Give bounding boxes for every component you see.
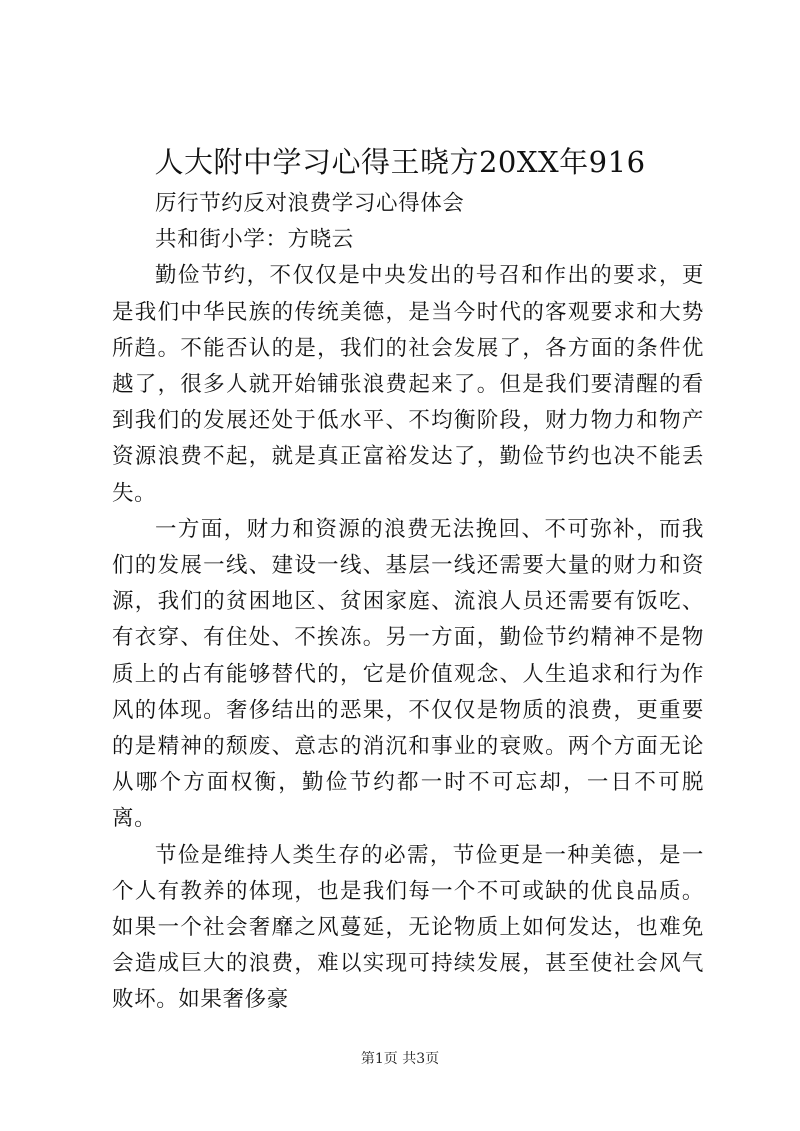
paragraph-1: 勤俭节约，不仅仅是中央发出的号召和作出的要求，更是我们中华民族的传统美德，是当今时代的客观要求和大势所趋。不能否认的是，我们的社会发展了，各方面的条件优越了，很多人就开始铺张浪费起来了。但是我们要清醒的看到我们的发展还处于低水平、不均衡阶段，财力物力和物产资源浪费不起，就是真正富裕发达了，勤俭节约也决不能丢失。 bbox=[112, 263, 704, 506]
page-footer: 第1页 共3页 bbox=[360, 1051, 440, 1067]
paragraph-3: 节俭是维持人类生存的必需，节俭更是一种美德，是一个人有教养的体现，也是我们每一个不可或缺的优良品质。如果一个社会奢靡之风蔓延，无论物质上如何发达，也难免会造成巨大的浪费，难以实现可持续发展，甚至使社会风气败坏。如果奢侈豪 bbox=[112, 842, 704, 1013]
author-line: 共和街小学：方晓云 bbox=[155, 227, 354, 253]
paragraph-2: 一方面，财力和资源的浪费无法挽回、不可弥补，而我们的发展一线、建设一线、基层一线还需要大量的财力和资源，我们的贫困地区、贫困家庭、流浪人员还需要有饭吃、有衣穿、有住处、不挨冻。另一方面，勤俭节约精神不是物质上的占有能够替代的，它是价值观念、人生追求和行为作风的体现。奢侈结出的恶果，不仅仅是物质的浪费，更重要的是精神的颓废、意志的消沉和事业的衰败。两个方面无论从哪个方面权衡，勤俭节约都一时不可忘却，一日不可脱离。 bbox=[112, 516, 704, 832]
document-subtitle: 厉行节约反对浪费学习心得体会 bbox=[155, 191, 465, 216]
document-title: 人大附中学习心得王晓方20XX年916 bbox=[154, 145, 646, 179]
document-body bbox=[112, 186, 704, 1019]
